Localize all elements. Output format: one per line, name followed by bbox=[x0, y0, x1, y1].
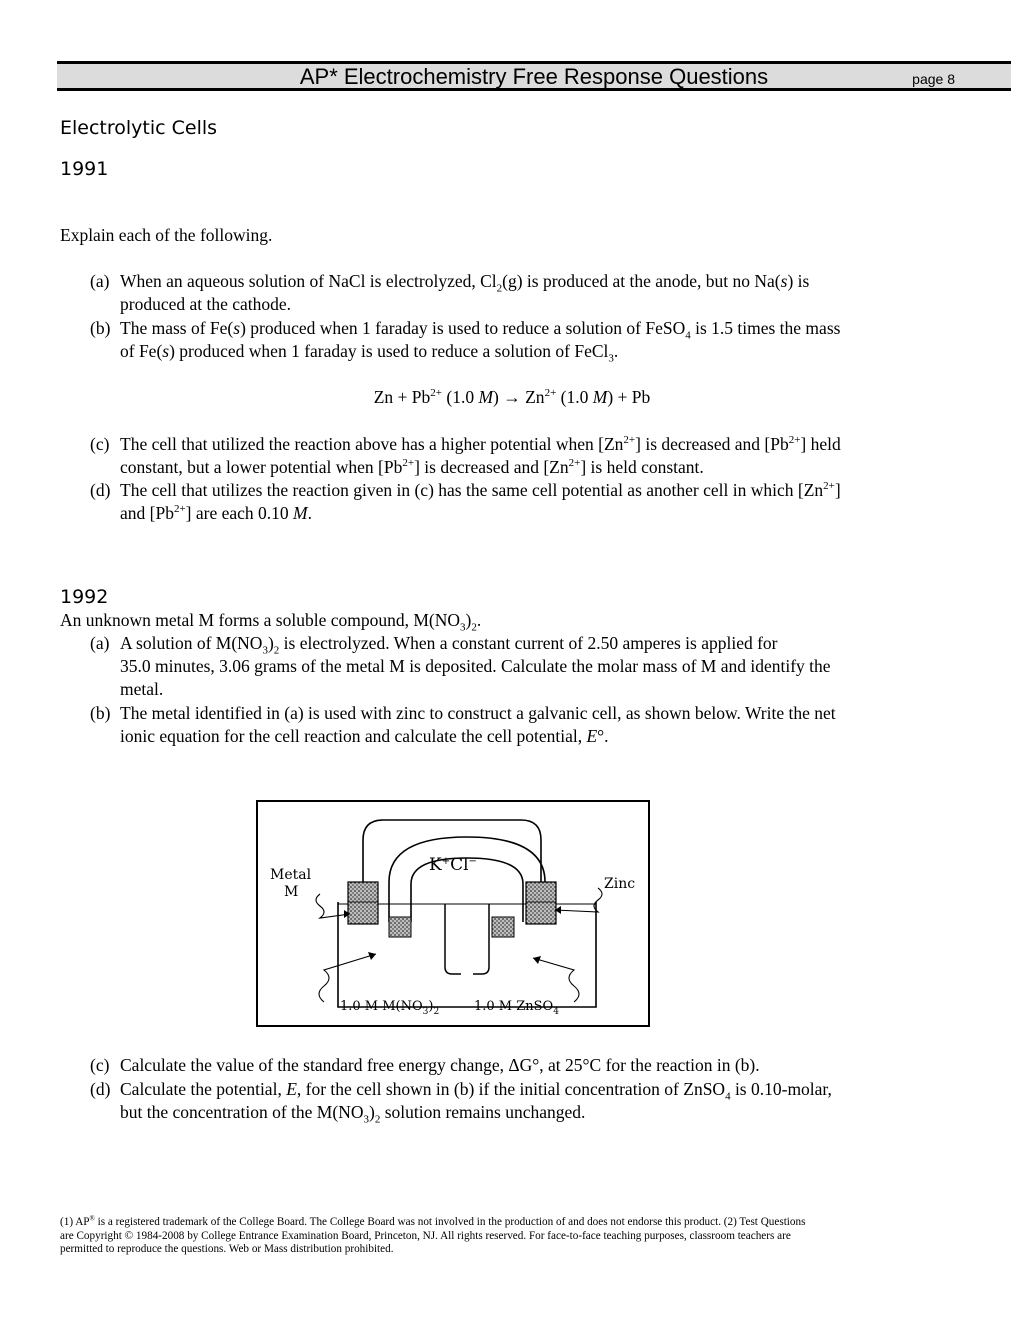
year-1992: 1992 bbox=[60, 586, 109, 608]
question-label: (b) bbox=[90, 703, 111, 723]
page-number: page 8 bbox=[912, 71, 955, 87]
left-solution-label: 1.0 M $M(NO_3)_2$ bbox=[340, 999, 440, 1017]
salt-bridge-plug-left bbox=[389, 917, 411, 937]
question-1991-a: (a) When an aqueous solution of NaCl is electrolyzed, $Cl_2(g)$ is produced at the anode, but no Na(s) is produced at the cathode. bbox=[90, 271, 810, 314]
question-label: (c) bbox=[90, 434, 110, 454]
zinc-label-pointer bbox=[555, 888, 602, 912]
page-title: AP* Electrochemistry Free Response Questions bbox=[299, 64, 769, 89]
question-1992-d: (d) Calculate the potential, E, for the cell shown in (b) if the initial concentration of ZnSO$_4$ is 0.10-molar, but the concentration of the $M(NO_3)_2$ solution remains unchanged. bbox=[90, 1079, 832, 1126]
cell-diagram-svg bbox=[258, 802, 648, 1025]
question-1992-c: (c) Calculate the value of the standard free energy change, ΔG°, at 25°C for the reaction in (b). bbox=[90, 1055, 760, 1075]
question-label: (a) bbox=[90, 633, 110, 653]
right-solution-pointer bbox=[533, 958, 579, 1002]
galvanic-cell-diagram bbox=[256, 800, 650, 1027]
question-label: (c) bbox=[90, 1055, 110, 1075]
question-1991-d: (d) The cell that utilizes the reaction given in (c) has the same cell potential as another cell in which $[Zn^{2+}]$ and $[Pb^{2+}]$ are each 0.10 M. bbox=[90, 480, 841, 523]
year-1991: 1991 bbox=[60, 158, 109, 180]
metal-label: Metal bbox=[270, 867, 312, 883]
question-label: (a) bbox=[90, 271, 110, 291]
question-1992-b: (b) The metal identified in (a) is used with zinc to construct a galvanic cell, as shown below. Write the net ionic equation for the cell reaction and calculate the cell potential, E°. bbox=[90, 703, 836, 746]
metal-m-electrode bbox=[348, 882, 378, 924]
zinc-label: Zinc bbox=[604, 876, 636, 892]
question-1992-a: (a) A solution of $M(NO_3)_2$ is electrolyzed. When a constant current of 2.50 amperes is applied for 35.0 minutes, 3.06 grams of the metal M is deposited. Calculate the molar mass of M and identify the metal. bbox=[90, 633, 831, 699]
salt-bridge-outer bbox=[389, 837, 545, 922]
intro-1991: Explain each of the following. bbox=[60, 225, 273, 245]
metal-m-label: M bbox=[284, 884, 299, 900]
porous-divider bbox=[445, 904, 489, 974]
copyright-footer: (1) AP® is a registered trademark of the College Board. The College Board was not involved in the production of and does not endorse this product. (2) Test Questions are Copyright © 1984-2008 by College Entrance Examination Board, Princeton, NJ. All rights reserved. For face-to-face teaching purposes, classroom teachers are permitted to reproduce the questions. Web or Mass distribution prohibited. bbox=[60, 1214, 806, 1255]
question-label: (d) bbox=[90, 480, 111, 500]
question-1991-c: (c) The cell that utilized the reaction above has a higher potential when $[Zn^{2+}]$ is decreased and $[Pb^{2+}]$ held constant, but a lower potential when $[Pb^{2+}]$ is decreased and $[Zn^{2+}]$ is held constant. bbox=[90, 434, 841, 477]
left-solution-pointer bbox=[319, 954, 376, 1002]
page-header bbox=[57, 61, 1011, 91]
question-1991-b: (b) The mass of Fe(s) produced when 1 faraday is used to reduce a solution of FeSO$_4$ is 1.5 times the mass of Fe(s) produced when 1 faraday is used to reduce a solution of FeCl$_3$. bbox=[90, 318, 841, 365]
salt-bridge-plug-right bbox=[492, 917, 514, 937]
question-label: (b) bbox=[90, 318, 111, 338]
salt-bridge-label: K+Cl− bbox=[429, 855, 477, 875]
question-label: (d) bbox=[90, 1079, 111, 1099]
right-solution-label: 1.0 M ZnSO$_4$ bbox=[474, 999, 559, 1017]
section-title: Electrolytic Cells bbox=[60, 117, 218, 139]
reaction-equation: $Zn + Pb^{2+}$ (1.0 $M) \to Zn^{2+}$ (1.0 M) + Pb bbox=[373, 387, 651, 407]
intro-1992: An unknown metal M forms a soluble compound, $M(NO_3)_2$. bbox=[60, 610, 482, 634]
zinc-electrode bbox=[526, 882, 556, 924]
